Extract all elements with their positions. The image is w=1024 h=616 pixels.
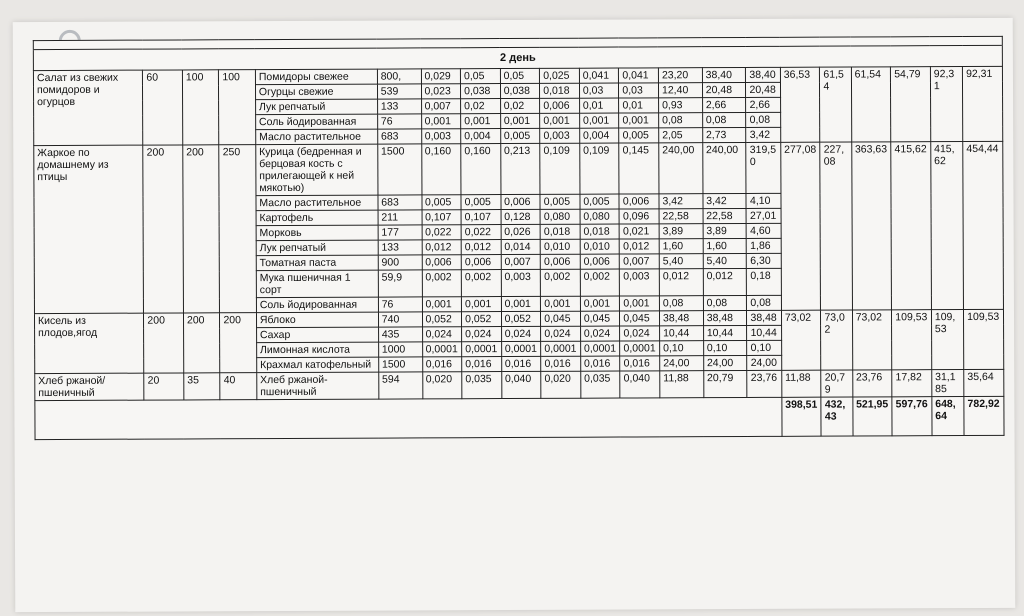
- value-cell: 0,05: [500, 68, 540, 83]
- value-cell: 0,006: [580, 254, 620, 269]
- value-cell: 1000: [378, 342, 422, 357]
- value-cell: 5,40: [659, 254, 703, 269]
- value-cell: 0,029: [421, 69, 461, 84]
- total-cell: 454,44: [963, 141, 1004, 309]
- value-cell: 2,66: [702, 97, 746, 112]
- table-row: [34, 141, 1003, 196]
- value-cell: 0,045: [580, 311, 620, 326]
- value-cell: 0,041: [619, 68, 659, 83]
- value-cell: 23,20: [658, 68, 702, 83]
- day-title: 2 день: [33, 45, 1002, 70]
- value-cell: 20,48: [702, 82, 746, 97]
- total-cell: 73,02: [821, 310, 853, 370]
- total-cell: 23,76: [852, 370, 892, 397]
- ingredient-name: Масло растительное: [256, 129, 378, 145]
- dish-name: Кисель из плодов,ягод: [34, 313, 144, 373]
- total-cell: 92,31: [963, 66, 1003, 141]
- value-cell: 20,48: [746, 82, 780, 97]
- value-cell: 211: [378, 210, 422, 225]
- value-cell: 10,44: [747, 325, 781, 340]
- ingredient-name: Лимонная кислота: [256, 342, 378, 358]
- value-cell: 0,003: [501, 269, 541, 296]
- ingredient-name: Морковь: [256, 225, 378, 241]
- value-cell: 0,016: [501, 356, 541, 371]
- value-cell: 0,001: [422, 297, 462, 312]
- value-cell: 0,012: [422, 240, 462, 255]
- value-cell: 0,001: [461, 297, 501, 312]
- value-cell: 0,001: [619, 113, 659, 128]
- value-cell: 0,0001: [501, 341, 541, 356]
- value-cell: 0,010: [580, 239, 620, 254]
- ingredient-name: Лук репчатый: [256, 240, 378, 256]
- value-cell: 0,107: [461, 210, 501, 225]
- grand-total-cell: 782,92: [964, 396, 1004, 435]
- value-cell: 0,012: [620, 239, 660, 254]
- value-cell: 0,020: [541, 371, 581, 398]
- ingredient-name: Помидоры свежее: [255, 69, 377, 85]
- value-cell: 0,005: [619, 128, 659, 143]
- value-cell: 0,024: [580, 326, 620, 341]
- value-cell: 0,040: [501, 371, 541, 398]
- value-cell: 0,006: [461, 255, 501, 270]
- portion-cell: 35: [184, 373, 221, 400]
- grand-total-cell: 648,64: [932, 397, 964, 436]
- value-cell: 0,004: [579, 128, 619, 143]
- value-cell: 0,024: [541, 326, 581, 341]
- portion-cell: 200: [220, 313, 257, 373]
- total-cell: 20,79: [821, 370, 852, 397]
- value-cell: 0,107: [422, 210, 462, 225]
- value-cell: 0,03: [619, 83, 659, 98]
- value-cell: 0,10: [747, 340, 781, 355]
- paper-sheet: [13, 18, 1016, 612]
- value-cell: 0,025: [540, 68, 580, 83]
- value-cell: 539: [377, 84, 421, 99]
- dish-name: Салат из свежих помидоров и огурцов: [33, 70, 143, 145]
- value-cell: 0,014: [501, 239, 541, 254]
- value-cell: 76: [378, 297, 422, 312]
- value-cell: 0,006: [619, 194, 659, 209]
- value-cell: 38,40: [702, 67, 746, 82]
- value-cell: 0,002: [541, 269, 581, 296]
- value-cell: 0,052: [462, 312, 502, 327]
- total-cell: 73,02: [781, 310, 821, 370]
- value-cell: 0,045: [541, 311, 581, 326]
- value-cell: 0,160: [421, 144, 461, 195]
- dish-name: Хлеб ржаной/пшеничный: [35, 373, 144, 400]
- value-cell: 0,007: [501, 254, 541, 269]
- portion-cell: 100: [219, 70, 256, 145]
- value-cell: 0,001: [540, 113, 580, 128]
- value-cell: 0,08: [659, 296, 703, 311]
- value-cell: 0,018: [540, 83, 580, 98]
- value-cell: 10,44: [703, 325, 747, 340]
- value-cell: 0,08: [703, 295, 747, 310]
- value-cell: 0,001: [501, 296, 541, 311]
- value-cell: 38,48: [703, 310, 747, 325]
- value-cell: 38,48: [659, 311, 703, 326]
- value-cell: 0,016: [620, 356, 660, 371]
- value-cell: 133: [377, 99, 421, 114]
- ingredient-name: Хлеб ржаной-пшеничный: [257, 372, 379, 400]
- value-cell: 38,40: [746, 67, 780, 82]
- value-cell: 0,002: [461, 270, 501, 297]
- total-cell: 415,62: [891, 142, 931, 310]
- total-cell: 109,53: [964, 309, 1004, 369]
- value-cell: 5,40: [703, 253, 747, 268]
- value-cell: 2,05: [659, 128, 703, 143]
- value-cell: 0,035: [581, 371, 621, 398]
- value-cell: 23,76: [747, 370, 781, 397]
- portion-cell: 200: [183, 145, 220, 313]
- grand-total-blank: [35, 397, 782, 439]
- value-cell: 0,040: [620, 371, 660, 398]
- value-cell: 0,0001: [620, 341, 660, 356]
- value-cell: 0,002: [580, 269, 620, 296]
- value-cell: 24,00: [703, 355, 747, 370]
- portion-cell: 100: [182, 70, 219, 145]
- value-cell: 0,001: [579, 113, 619, 128]
- value-cell: 3,42: [703, 193, 747, 208]
- portion-cell: 40: [220, 373, 257, 400]
- total-cell: 54,79: [891, 67, 931, 142]
- value-cell: 740: [378, 312, 422, 327]
- value-cell: 1500: [378, 357, 422, 372]
- value-cell: 4,10: [746, 193, 780, 208]
- portion-cell: 200: [144, 313, 184, 373]
- value-cell: 0,08: [747, 295, 781, 310]
- value-cell: 0,213: [500, 143, 540, 194]
- total-cell: 363,63: [851, 142, 891, 310]
- value-cell: 0,003: [620, 269, 660, 296]
- value-cell: 4,60: [747, 223, 781, 238]
- value-cell: 0,052: [422, 312, 462, 327]
- total-cell: 277,08: [781, 142, 821, 310]
- value-cell: 27,01: [747, 208, 781, 223]
- value-cell: 0,10: [703, 340, 747, 355]
- value-cell: 11,88: [660, 371, 704, 398]
- value-cell: 0,038: [461, 84, 501, 99]
- value-cell: 0,001: [541, 296, 581, 311]
- value-cell: 0,005: [540, 194, 580, 209]
- ingredient-name: Мука пшеничная 1 сорт: [256, 270, 378, 298]
- value-cell: 0,006: [422, 255, 462, 270]
- value-cell: 0,006: [540, 98, 580, 113]
- value-cell: 1,86: [747, 238, 781, 253]
- ingredient-name: Масло растительное: [256, 195, 378, 211]
- total-cell: 92,31: [930, 67, 963, 142]
- value-cell: 0,0001: [580, 341, 620, 356]
- value-cell: 0,024: [620, 326, 660, 341]
- value-cell: 0,023: [421, 84, 461, 99]
- value-cell: 683: [377, 129, 421, 144]
- value-cell: 0,08: [659, 113, 703, 128]
- value-cell: 22,58: [703, 208, 747, 223]
- value-cell: 0,016: [580, 356, 620, 371]
- value-cell: 0,005: [500, 128, 540, 143]
- grand-total-row: [35, 396, 1004, 439]
- total-cell: 31,185: [932, 370, 964, 397]
- value-cell: 0,003: [421, 129, 461, 144]
- total-cell: 17,82: [892, 370, 932, 397]
- value-cell: 0,18: [747, 268, 781, 295]
- value-cell: 0,022: [422, 225, 462, 240]
- value-cell: 0,10: [660, 341, 704, 356]
- value-cell: 3,42: [659, 194, 703, 209]
- grand-total-cell: 521,95: [853, 397, 893, 436]
- value-cell: 0,007: [620, 254, 660, 269]
- portion-cell: 20: [144, 373, 184, 400]
- value-cell: 59,9: [378, 270, 422, 297]
- value-cell: 0,003: [540, 128, 580, 143]
- value-cell: 0,024: [462, 327, 502, 342]
- value-cell: 0,012: [461, 240, 501, 255]
- value-cell: 0,022: [461, 225, 501, 240]
- value-cell: 594: [378, 372, 422, 399]
- value-cell: 1500: [378, 144, 422, 195]
- value-cell: 38,48: [747, 310, 781, 325]
- value-cell: 0,016: [462, 357, 502, 372]
- value-cell: 0,109: [580, 143, 620, 194]
- value-cell: 0,020: [422, 372, 462, 399]
- value-cell: 0,001: [421, 114, 461, 129]
- portion-cell: 250: [219, 145, 256, 313]
- value-cell: 0,01: [579, 98, 619, 113]
- grand-total-cell: 432,43: [821, 397, 852, 436]
- total-cell: 35,64: [964, 369, 1004, 396]
- portion-cell: 200: [183, 313, 220, 373]
- value-cell: 1,60: [659, 239, 703, 254]
- ingredient-name: Яблоко: [256, 312, 378, 328]
- value-cell: 2,73: [702, 127, 746, 142]
- value-cell: 0,08: [746, 112, 780, 127]
- value-cell: 0,005: [461, 195, 501, 210]
- value-cell: 3,42: [746, 127, 780, 142]
- total-cell: 11,88: [782, 370, 822, 397]
- ingredient-name: Томатная паста: [256, 255, 378, 271]
- value-cell: 22,58: [659, 209, 703, 224]
- value-cell: 800,: [377, 69, 421, 84]
- value-cell: 0,0001: [422, 342, 462, 357]
- value-cell: 0,145: [619, 143, 659, 194]
- total-cell: 61,54: [820, 67, 852, 142]
- value-cell: 0,005: [580, 194, 620, 209]
- value-cell: 0,021: [619, 224, 659, 239]
- value-cell: 0,03: [579, 83, 619, 98]
- value-cell: 0,93: [659, 98, 703, 113]
- ingredient-name: Крахмал катофельный: [257, 357, 379, 373]
- value-cell: 0,02: [500, 98, 540, 113]
- value-cell: 900: [378, 255, 422, 270]
- value-cell: 0,010: [540, 239, 580, 254]
- value-cell: 0,012: [659, 269, 703, 296]
- value-cell: 0,0001: [462, 342, 502, 357]
- total-cell: 415,62: [931, 142, 964, 310]
- value-cell: 0,018: [580, 224, 620, 239]
- value-cell: 0,002: [422, 270, 462, 297]
- value-cell: 3,89: [659, 224, 703, 239]
- value-cell: 0,045: [620, 311, 660, 326]
- value-cell: 6,30: [747, 253, 781, 268]
- value-cell: 0,005: [421, 195, 461, 210]
- total-cell: 61,54: [851, 67, 891, 142]
- total-cell: 73,02: [852, 310, 892, 370]
- grand-total-cell: 597,76: [892, 397, 932, 436]
- value-cell: 1,60: [703, 238, 747, 253]
- ingredient-name: Соль йодированная: [256, 297, 378, 313]
- value-cell: 0,001: [580, 296, 620, 311]
- value-cell: 0,01: [619, 98, 659, 113]
- grand-total-cell: 398,51: [782, 397, 822, 436]
- value-cell: 3,89: [703, 223, 747, 238]
- value-cell: 0,001: [461, 114, 501, 129]
- value-cell: 133: [378, 240, 422, 255]
- value-cell: 319,50: [746, 142, 781, 193]
- value-cell: 0,006: [540, 254, 580, 269]
- value-cell: 0,001: [500, 113, 540, 128]
- value-cell: 0,128: [501, 209, 541, 224]
- value-cell: 0,024: [501, 326, 541, 341]
- value-cell: 240,00: [659, 143, 703, 194]
- ingredient-name: Соль йодированная: [255, 114, 377, 130]
- value-cell: 0,05: [461, 69, 501, 84]
- value-cell: 0,08: [702, 112, 746, 127]
- portion-cell: 200: [143, 145, 183, 313]
- value-cell: 0,007: [421, 99, 461, 114]
- value-cell: 0,038: [500, 83, 540, 98]
- value-cell: 683: [378, 195, 422, 210]
- value-cell: 20,79: [703, 370, 747, 397]
- value-cell: 0,016: [422, 357, 462, 372]
- total-cell: 227,08: [820, 142, 852, 310]
- total-cell: 109,53: [892, 310, 932, 370]
- value-cell: 240,00: [702, 142, 746, 193]
- value-cell: 0,052: [501, 311, 541, 326]
- value-cell: 0,041: [579, 68, 619, 83]
- portion-cell: 60: [143, 70, 183, 145]
- value-cell: 0,0001: [541, 341, 581, 356]
- value-cell: 0,160: [461, 144, 501, 195]
- value-cell: 0,024: [422, 327, 462, 342]
- value-cell: 0,018: [540, 224, 580, 239]
- value-cell: 0,02: [461, 99, 501, 114]
- value-cell: 76: [377, 114, 421, 129]
- table-row: [35, 369, 1004, 400]
- value-cell: 0,096: [619, 209, 659, 224]
- value-cell: 0,080: [580, 209, 620, 224]
- value-cell: 177: [378, 225, 422, 240]
- ingredient-name: Картофель: [256, 210, 378, 226]
- total-cell: 109,53: [931, 310, 964, 370]
- ingredient-name: Огурцы свежие: [255, 84, 377, 100]
- value-cell: 2,66: [746, 97, 780, 112]
- total-cell: 36,53: [780, 67, 820, 142]
- value-cell: 24,00: [747, 355, 781, 370]
- menu-cost-table: [33, 36, 1005, 440]
- value-cell: 0,012: [703, 268, 747, 295]
- value-cell: 0,026: [501, 224, 541, 239]
- value-cell: 435: [378, 327, 422, 342]
- value-cell: 0,004: [461, 129, 501, 144]
- ingredient-name: Лук репчатый: [255, 99, 377, 115]
- value-cell: 0,109: [540, 143, 580, 194]
- value-cell: 24,00: [660, 356, 704, 371]
- value-cell: 12,40: [658, 83, 702, 98]
- dish-name: Жаркое по домашнему из птицы: [34, 145, 144, 313]
- value-cell: 0,001: [620, 296, 660, 311]
- value-cell: 0,080: [540, 209, 580, 224]
- value-cell: 10,44: [660, 326, 704, 341]
- ingredient-name: Курица (бедренная и берцовая кость с прилегающей к ней мякотью): [256, 144, 378, 196]
- ingredient-name: Сахар: [256, 327, 378, 343]
- value-cell: 0,035: [462, 372, 502, 399]
- value-cell: 0,006: [501, 194, 541, 209]
- value-cell: 0,016: [541, 356, 581, 371]
